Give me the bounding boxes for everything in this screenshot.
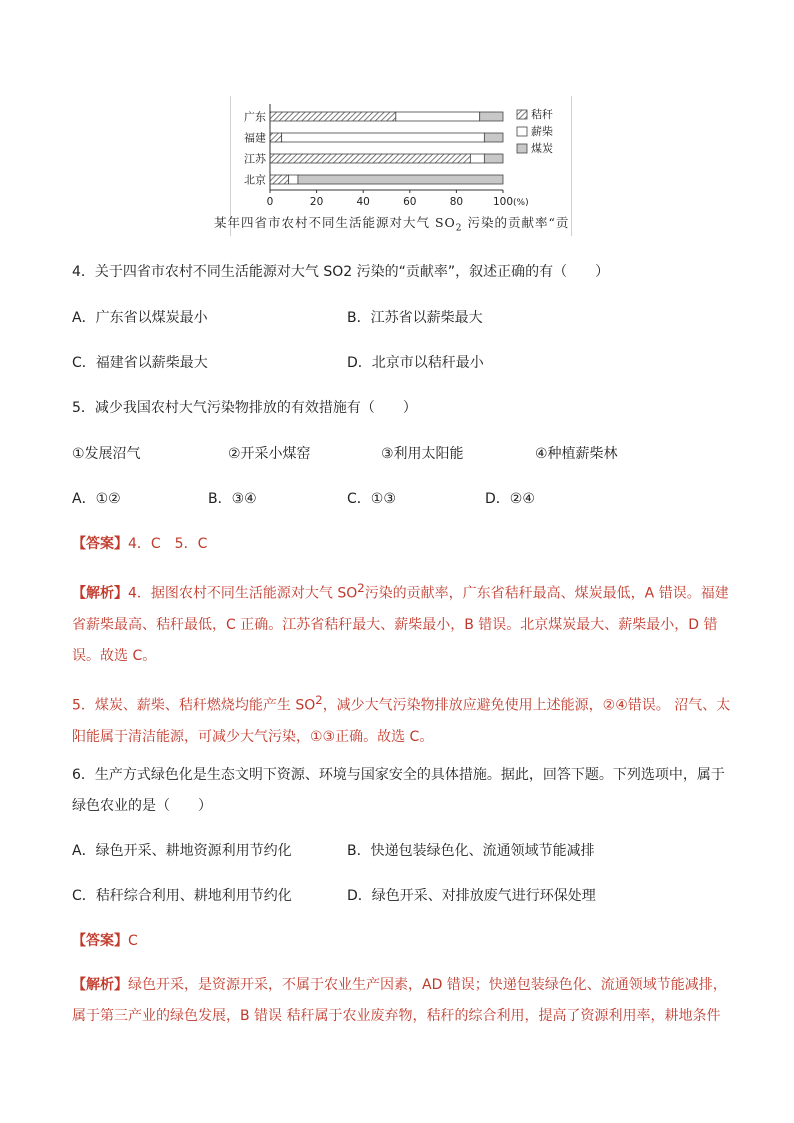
q5-option-a: A．①② — [72, 491, 121, 507]
category-label: 北京 — [244, 173, 266, 187]
analysis-label-2: 【解析】 — [72, 977, 128, 993]
analysis-p2-part-a: 5．煤炭、薪柴、秸秆燃烧均能产生 SO — [72, 697, 316, 714]
stacked-bar-chart — [230, 96, 570, 216]
analysis-paragraph-1 — [72, 573, 732, 672]
caption-suffix: 污染的贡献率“贡 — [462, 215, 570, 230]
x-tick-label: 60 — [403, 196, 417, 208]
legend-label: 秸秆 — [531, 108, 553, 121]
bar-segment — [480, 112, 503, 121]
q5-option-d: D．②④ — [485, 491, 535, 507]
q4-stem: 4．关于四省市农村不同生活能源对大气 SO2 污染的“贡献率”，叙述正确的有（ ） — [72, 264, 610, 280]
q4-option-c: C．福建省以薪柴最大 — [72, 355, 208, 371]
analysis-label: 【解析】 — [72, 585, 128, 602]
legend-swatch — [517, 127, 527, 136]
analysis-p1-part-b: 污染的贡献率，广东省秸秆最高、煤炭最低，A 错误。福建省薪柴最高、秸秆最低，C 正确。江苏省秸秆最大、薪柴最小，B 错误。北京煤炭最大、薪柴最小，D 错误。故选 C。 — [72, 585, 729, 664]
x-tick-label: 100 — [492, 196, 514, 208]
category-label: 江苏 — [244, 152, 266, 166]
bar-segment — [484, 133, 503, 142]
analysis-text-2: 绿色开采，是资源开采，不属于农业生产因素，AD 错误；快递包装绿色化、流通领域节能减排，属于第三产业的绿色发展，B 错误 秸秆属于农业废弃物，秸秆的综合利用，提高了资源利用率，耕地条件 — [72, 977, 727, 1024]
q4-option-a: A．广东省以煤炭最小 — [72, 310, 208, 326]
q5-option-b: B．③④ — [208, 491, 257, 507]
caption-prefix: 某年四省市农村不同生活能源对大气 SO — [214, 215, 456, 230]
answer-label-2: 【答案】 — [72, 933, 128, 949]
answer-label: 【答案】 — [72, 536, 128, 552]
bar-segment — [270, 112, 396, 121]
figure-caption — [214, 213, 594, 234]
q5-stem: 5．减少我国农村大气污染物排放的有效措施有（ ） — [72, 400, 417, 416]
analysis-p1-superscript: 2 — [357, 581, 365, 595]
analysis-p2-superscript: 2 — [315, 693, 323, 707]
q5-item-1: ①发展沼气 — [72, 446, 141, 462]
answer-block-1 — [72, 534, 207, 554]
q5-item-3: ③利用太阳能 — [381, 446, 464, 462]
q5-item-2: ②开采小煤窑 — [228, 446, 311, 462]
bar-segment — [289, 175, 298, 184]
legend-label: 煤炭 — [531, 142, 553, 155]
bar-segment — [282, 133, 485, 142]
bar-segment — [270, 133, 282, 142]
legend-label: 薪柴 — [531, 125, 553, 138]
q4-option-d: D．北京市以秸秆最小 — [347, 355, 484, 371]
q6-stem: 6．生产方式绿色化是生态文明下资源、环境与国家安全的具体措施。据此，回答下题。下列选项中，属于绿色农业的是（ ） — [72, 767, 725, 814]
x-tick-label: 40 — [356, 196, 370, 208]
q6-option-a: A．绿色开采、耕地资源利用节约化 — [72, 843, 292, 859]
analysis-p2-part-b: ，减少大气污染物排放应避免使用上述能源，②④错误。 沼气、太阳能属于清洁能源，可减少大气污染，①③正确。故选 C。 — [72, 697, 731, 745]
x-tick-label: 20 — [309, 196, 324, 208]
category-label: 福建 — [244, 131, 266, 145]
bar-segment — [396, 112, 480, 121]
answer-block-2 — [72, 931, 138, 951]
x-tick-label: 0 — [266, 196, 274, 208]
q6-option-c: C．秸秆综合利用、耕地利用节约化 — [72, 888, 292, 904]
legend-swatch — [517, 144, 527, 153]
q6-option-d: D．绿色开采、对排放废气进行环保处理 — [347, 888, 596, 904]
q5-item-4: ④种植薪柴林 — [535, 446, 618, 462]
bar-segment — [270, 175, 289, 184]
analysis-block-2 — [72, 970, 732, 1032]
analysis-paragraph-2 — [72, 685, 732, 753]
bar-segment — [298, 175, 503, 184]
caption-subscript: 2 — [455, 223, 463, 234]
q4-option-b: B．江苏省以薪柴最大 — [347, 310, 483, 326]
answer-text-2: C — [128, 933, 138, 949]
q6-option-b: B．快递包装绿色化、流通领域节能减排 — [347, 843, 595, 859]
analysis-p1-part-a: 4．据图农村不同生活能源对大气 SO — [128, 585, 358, 602]
q5-option-c: C．①③ — [347, 491, 396, 507]
bar-segment — [484, 154, 503, 163]
category-label: 广东 — [244, 110, 266, 124]
bar-segment — [470, 154, 484, 163]
x-unit-label: (%) — [513, 198, 529, 208]
bar-segment — [270, 154, 470, 163]
legend-swatch — [517, 110, 527, 119]
answer-text: 4．C 5．C — [128, 536, 208, 552]
x-tick-label: 80 — [449, 196, 464, 208]
